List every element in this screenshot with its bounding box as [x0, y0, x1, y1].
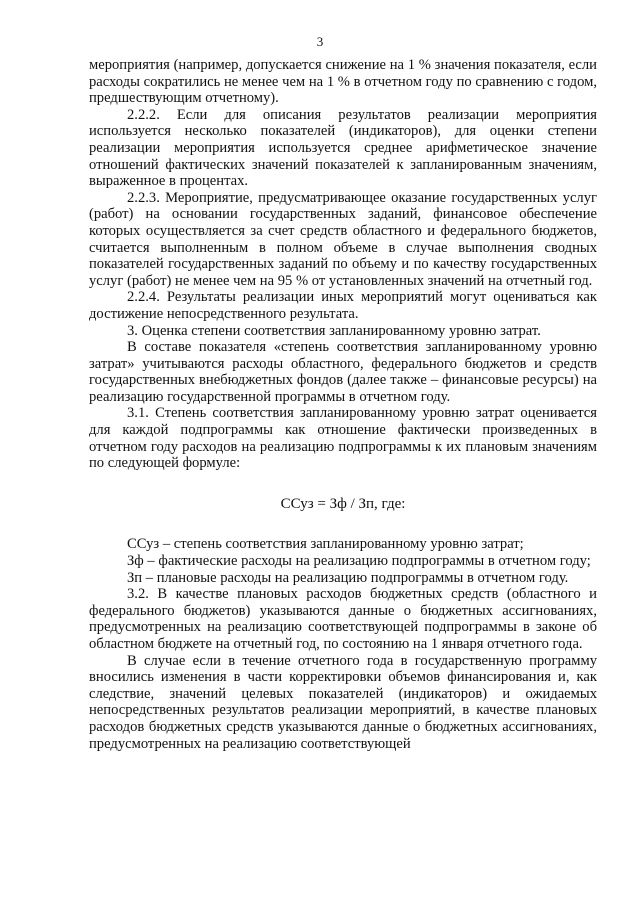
section-heading-3: 3. Оценка степени соответствия запланированному уровню затрат.	[127, 322, 541, 339]
paragraph-continuation: мероприятия (например, допускается снижение на 1 % значения показателя, если расходы сократились не менее чем на 1 % в отчетном году по сравнению с годом, предшествующим отчетному).	[89, 57, 597, 107]
document-body	[89, 57, 597, 752]
paragraph-3-2: 3.2. В качестве плановых расходов бюджетных средств (областного и федерального бюджетов) указываются данные о бюджетных ассигнованиях, предусмотренных на реализацию соответствующей подпрограммы в законе об областном бюджете на отчетный год, по состоянию на 1 января отчетного года.	[89, 586, 597, 652]
paragraph-2-2-3: 2.2.3. Мероприятие, предусматривающее оказание государственных услуг (работ) на основании государственных заданий, финансовое обеспечение которых осуществляется за счет средств областного и федерального бюджетов, считается выполненным в полном объеме в случае выполнения сводных показателей государственных заданий по объему и по качеству государственных услуг (работ) не менее чем на 95 % от установленных значений на отчетный год.	[89, 189, 597, 289]
paragraph-3-1: 3.1. Степень соответствия запланированному уровню затрат оценивается для каждой подпрограммы как отношение фактически произведенных в отчетном году расходов на реализацию подпрограммы к их плановым значениям по следующей формуле:	[89, 405, 597, 472]
definition-zp: Зп – плановые расходы на реализацию подпрограммы в отчетном году.	[127, 569, 569, 586]
paragraph-cost-composition: В составе показателя «степень соответствия запланированному уровню затрат» учитываются расходы областного, федерального бюджетов и средств государственных внебюджетных фондов (далее также – финансовые ресурсы) на реализацию государственной программы в отчетном году.	[89, 339, 597, 405]
definition-zf: Зф – фактические расходы на реализацию подпрограммы в отчетном году;	[127, 553, 591, 570]
page-number: 3	[316, 34, 324, 49]
definition-ssuz: ССуз – степень соответствия запланированному уровню затрат;	[127, 536, 524, 553]
paragraph-2-2-2: 2.2.2. Если для описания результатов реализации мероприятия используется несколько показателей (индикаторов), для оценки степени реализации мероприятия используется среднее арифметическое значение отношений фактических значений показателей к запланированным значениям, выраженное в процентах.	[89, 106, 597, 190]
paragraph-changes: В случае если в течение отчетного года в государственную программу вносились изменения в части корректировки объемов финансирования и, как следствие, значений целевых показателей (индикаторов) и ожидаемых непосредственных результатов реализации мероприятий, в качестве плановых расходов бюджетных средств указываются данные о бюджетных ассигнованиях, предусмотренных на реализацию соответствующей	[89, 652, 597, 752]
paragraph-2-2-4: 2.2.4. Результаты реализации иных мероприятий могут оцениваться как достижение непосредственного результата.	[89, 289, 597, 322]
formula: ССуз = Зф / Зп, где:	[280, 495, 406, 512]
